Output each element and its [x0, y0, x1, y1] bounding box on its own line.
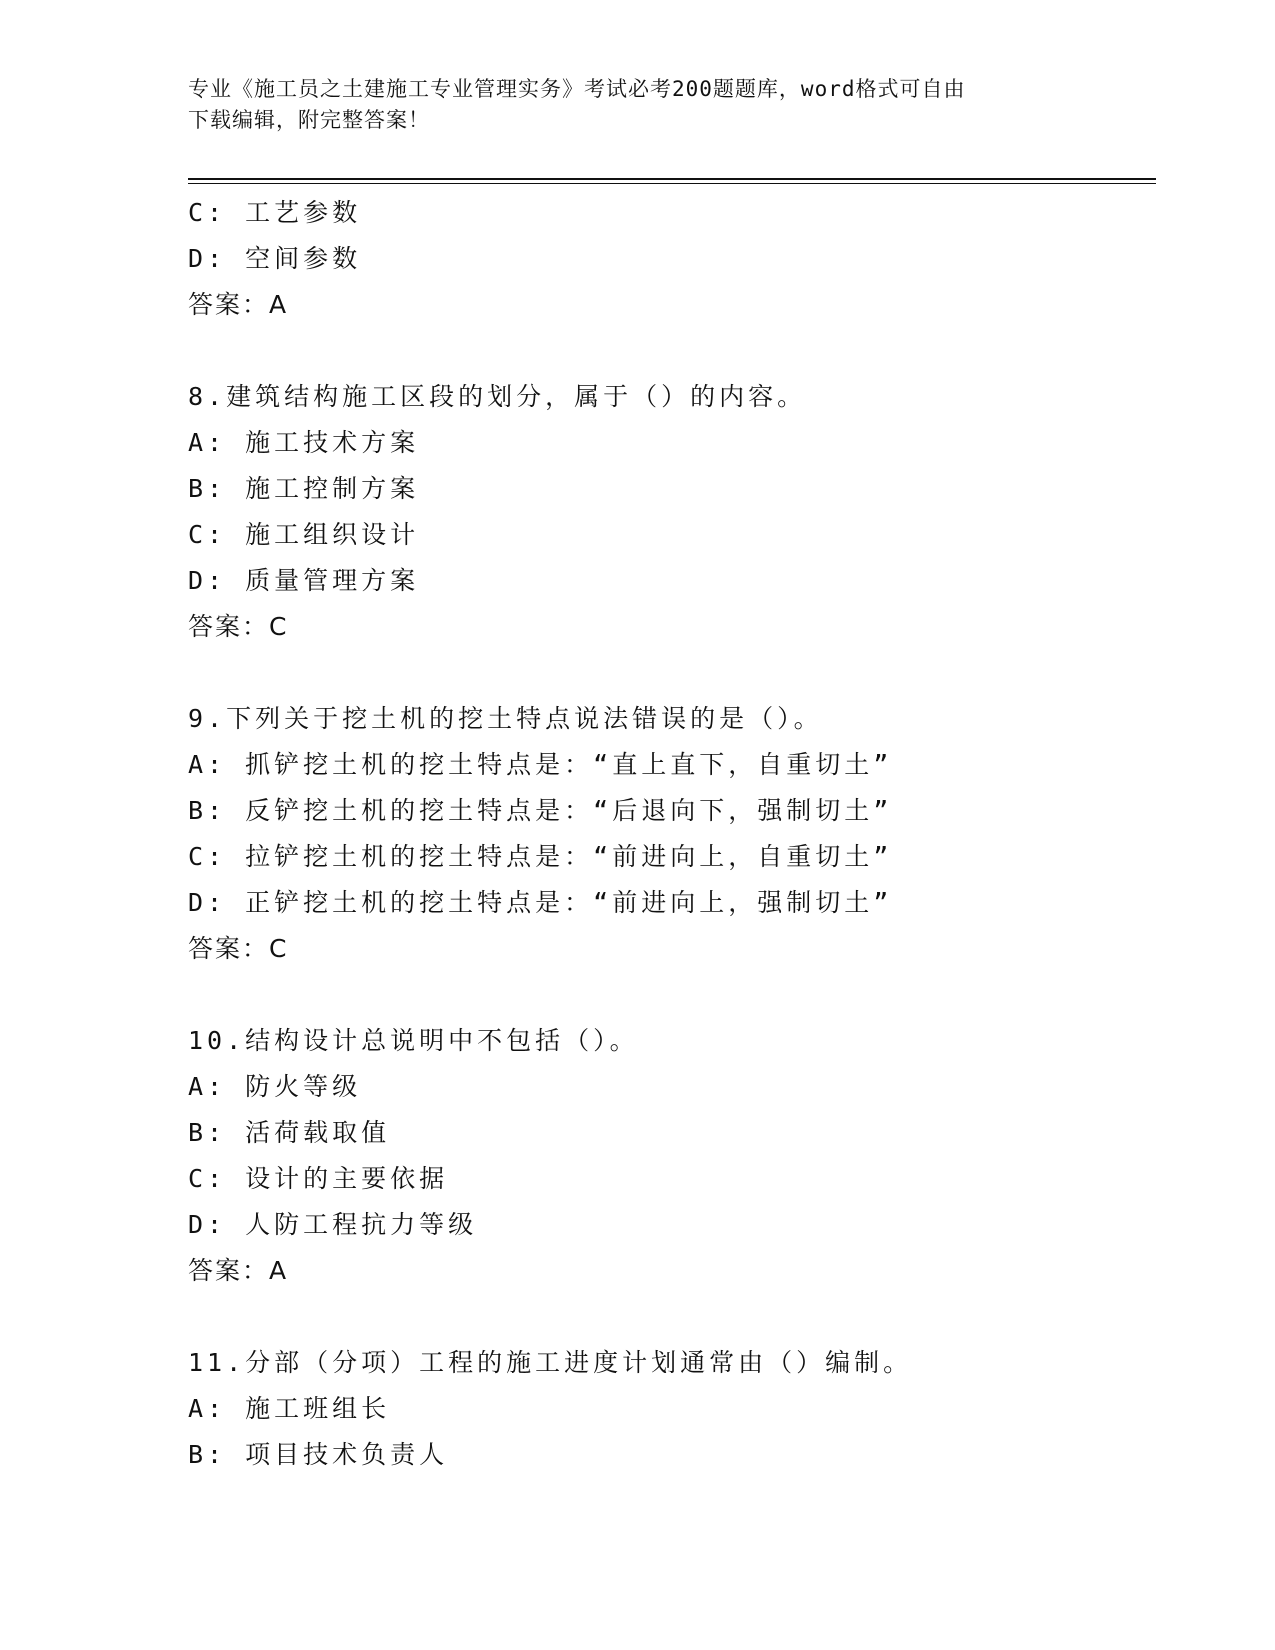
question-11: [188, 1340, 1148, 1478]
option-c: C: 工艺参数: [188, 198, 362, 227]
option-a: A: 抓铲挖土机的挖土特点是：“直上直下，自重切土”: [188, 750, 893, 779]
option-a: A: 施工班组长: [188, 1394, 391, 1423]
spacer: [188, 1294, 1148, 1340]
header-divider-thick: [188, 178, 1156, 180]
answer: 答案：A: [188, 290, 289, 319]
answer: 答案：C: [188, 612, 289, 641]
question-10: [188, 1018, 1148, 1294]
option-b: B: 反铲挖土机的挖土特点是：“后退向下，强制切土”: [188, 796, 893, 825]
option-b: B: 活荷载取值: [188, 1118, 391, 1147]
question-8: [188, 374, 1148, 650]
spacer: [188, 972, 1148, 1018]
option-c: C: 拉铲挖土机的挖土特点是：“前进向上，自重切土”: [188, 842, 893, 871]
answer: 答案：A: [188, 1256, 289, 1285]
document-header: [188, 74, 1088, 136]
header-divider-thin: [188, 183, 1156, 184]
header-line-2: 下载编辑，附完整答案！: [188, 108, 430, 132]
option-c: C: 设计的主要依据: [188, 1164, 449, 1193]
option-d: D: 正铲挖土机的挖土特点是：“前进向上，强制切土”: [188, 888, 893, 917]
answer: 答案：C: [188, 934, 289, 963]
question-stem: 9.下列关于挖土机的挖土特点说法错误的是（）。: [188, 704, 823, 733]
question-9: [188, 696, 1148, 972]
spacer: [188, 650, 1148, 696]
question-list: [188, 190, 1148, 1478]
option-c: C: 施工组织设计: [188, 520, 420, 549]
option-d: D: 人防工程抗力等级: [188, 1210, 478, 1239]
header-line-1: 专业《施工员之土建施工专业管理实务》考试必考200题题库，word格式可自由: [188, 77, 966, 101]
question-stem: 10.结构设计总说明中不包括（）。: [188, 1026, 639, 1055]
question-stem: 8.建筑结构施工区段的划分，属于（）的内容。: [188, 382, 807, 411]
spacer: [188, 328, 1148, 374]
option-a: A: 防火等级: [188, 1072, 362, 1101]
option-a: A: 施工技术方案: [188, 428, 420, 457]
question-stem: 11.分部（分项）工程的施工进度计划通常由（）编制。: [188, 1348, 913, 1377]
question-7-continued: [188, 190, 1148, 328]
option-d: D: 空间参数: [188, 244, 362, 273]
option-b: B: 项目技术负责人: [188, 1440, 449, 1469]
option-d: D: 质量管理方案: [188, 566, 420, 595]
option-b: B: 施工控制方案: [188, 474, 420, 503]
